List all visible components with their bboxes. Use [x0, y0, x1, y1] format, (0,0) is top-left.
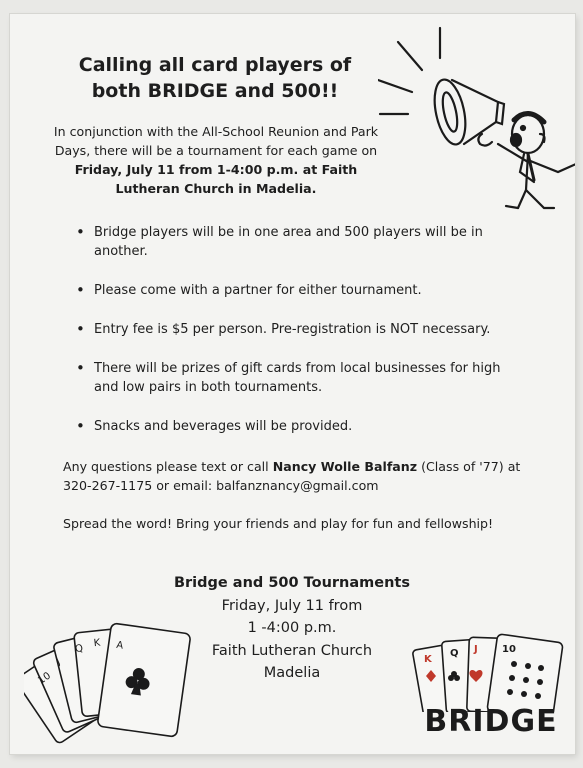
- list-item: • Snacks and beverages will be provided.: [70, 417, 510, 436]
- card-label: J: [474, 644, 478, 655]
- contact-text: Any questions please text or call: [63, 459, 273, 474]
- card-label: A: [115, 639, 124, 652]
- card-label: J: [54, 656, 63, 668]
- card-label: K: [93, 637, 101, 650]
- flyer-page: [10, 14, 575, 754]
- contact-details: (Class of '77) at 320-267-1175 or email: balfanznancy@gmail.com: [63, 459, 521, 493]
- event-time: 1 -4:00 p.m.: [247, 620, 337, 636]
- contact-name: Nancy Wolle Balfanz: [272, 459, 418, 474]
- list-item: • There will be prizes of gift cards from local businesses for high and low pairs in both tournaments.: [70, 359, 510, 397]
- intro-date-location: Friday, July 11 from 1-4:00 p.m. at Faith Lutheran Church in Madelia.: [74, 162, 358, 196]
- list-item: • Entry fee is $5 per person. Pre-registration is NOT necessary.: [70, 320, 510, 339]
- contact-paragraph: [63, 457, 543, 495]
- event-town: Madelia: [263, 665, 321, 681]
- card-label: Q: [74, 642, 85, 656]
- playing-cards-right-icon: [410, 632, 570, 712]
- headline: [50, 52, 380, 104]
- intro-text: In conjunction with the All-School Reunion and Park Days, there will be a tournament for each game on: [53, 124, 379, 158]
- card-label: 10: [502, 644, 516, 655]
- list-item: • Please come with a partner for either tournament.: [70, 281, 510, 300]
- spread-the-word: Spread the word! Bring your friends and play for fun and fellowship!: [63, 516, 494, 531]
- list-item: • Bridge players will be in one area and 500 players will be in another.: [70, 223, 510, 261]
- intro-paragraph: [46, 122, 386, 198]
- headline-line-1: Calling all card players of: [78, 54, 352, 76]
- headline-line-2: both BRIDGE and 500!!: [91, 80, 339, 102]
- details-list: [70, 223, 510, 456]
- event-title: Bridge and 500 Tournaments: [173, 575, 410, 591]
- event-venue: Faith Lutheran Church: [211, 642, 373, 659]
- playing-cards-left-icon: [24, 618, 194, 748]
- event-summary: [162, 572, 422, 685]
- event-date: Friday, July 11 from: [221, 597, 363, 614]
- card-label: Q: [450, 648, 459, 659]
- card-label: 10: [36, 670, 53, 687]
- bridge-logo: BRIDGE: [424, 704, 558, 739]
- card-label: K: [424, 654, 432, 665]
- megaphone-man-icon: [378, 22, 575, 222]
